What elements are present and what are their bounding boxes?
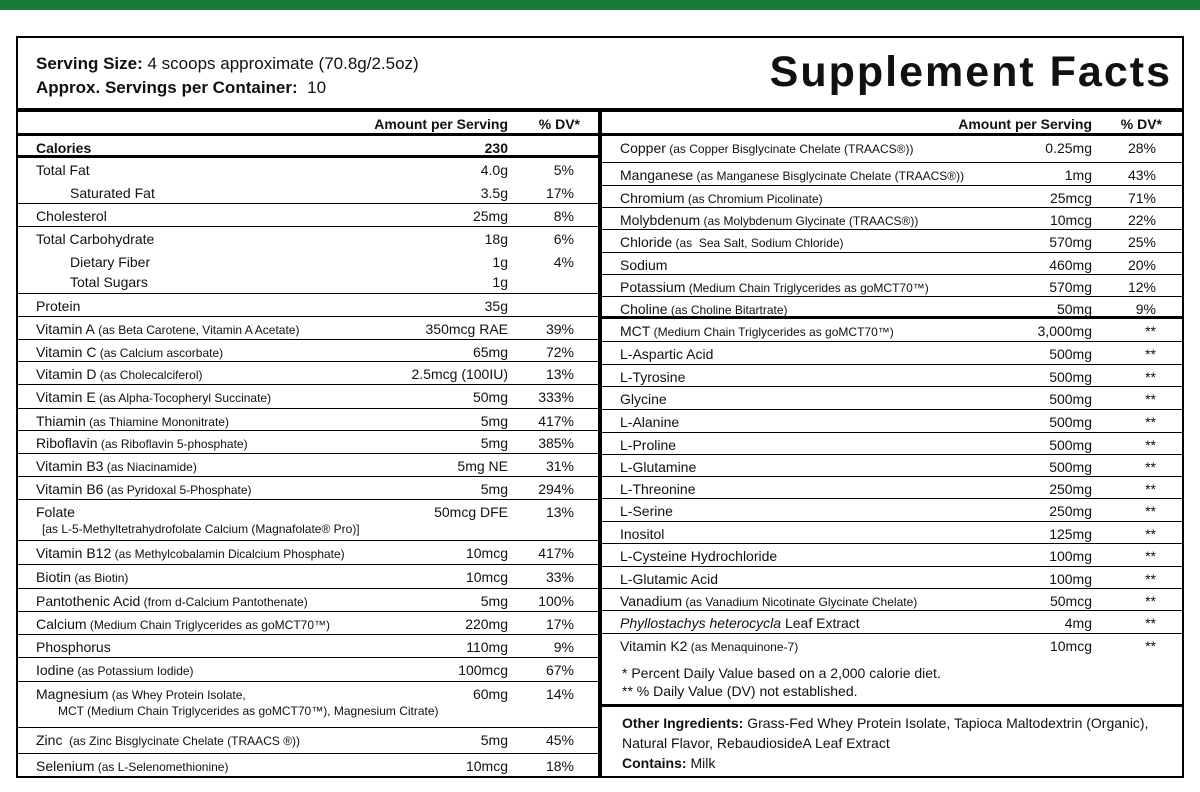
daily-value: ** — [1145, 481, 1156, 497]
daily-value: 9% — [1135, 301, 1156, 317]
contains-text: Milk — [686, 755, 716, 771]
daily-value: 39% — [545, 321, 574, 337]
amount-per-serving: 5mg — [480, 732, 508, 748]
daily-value: ** — [1145, 391, 1156, 407]
nutrient-name — [36, 569, 128, 585]
facts-row — [18, 728, 598, 754]
facts-row — [602, 567, 1182, 589]
footnote-dv: * Percent Daily Value based on a 2,000 calorie diet. — [622, 665, 941, 681]
daily-value: ** — [1145, 414, 1156, 430]
nutrient-name — [70, 254, 150, 270]
facts-row — [602, 319, 1182, 342]
ingredients-label: Other Ingredients: — [622, 715, 744, 731]
nutrient-name — [620, 140, 914, 156]
nutrient-source: (as L-Selenomethionine) — [94, 760, 229, 774]
nutrient-name — [36, 758, 228, 774]
nutrient-label: L-Threonine — [620, 481, 696, 497]
nutrient-label: Choline — [620, 301, 668, 317]
facts-row — [18, 477, 598, 500]
nutrient-source: (as Biotin) — [71, 571, 129, 585]
daily-value: 67% — [545, 662, 574, 678]
nutrient-label: Inositol — [620, 526, 665, 542]
facts-row — [18, 294, 598, 317]
amount-per-serving: 50mg — [1056, 301, 1092, 317]
facts-row — [602, 455, 1182, 477]
amount-per-serving: 250mg — [1049, 503, 1092, 519]
nutrient-label: L-Proline — [620, 437, 677, 453]
daily-value: 25% — [1127, 234, 1156, 250]
daily-value: 294% — [538, 481, 574, 497]
amount-per-serving: 10mcg — [465, 545, 508, 561]
nutrient-label: Dietary Fiber — [70, 254, 151, 270]
amount-per-serving: 25mg — [472, 208, 508, 224]
nutrient-name — [36, 162, 90, 178]
servings-value: 10 — [297, 78, 327, 97]
facts-row — [18, 754, 598, 778]
daily-value: ** — [1145, 503, 1156, 519]
daily-value: ** — [1145, 548, 1156, 564]
amount-per-serving: 50mcg — [1049, 593, 1092, 609]
daily-value: 6% — [553, 231, 574, 247]
facts-row — [18, 409, 598, 431]
facts-row — [602, 589, 1182, 611]
amount-per-serving: 110mg — [466, 639, 508, 655]
amount-header: Amount per Serving — [374, 116, 508, 132]
daily-value: 33% — [545, 569, 574, 585]
nutrient-source-continued: [as L-5-Methyltetrahydrofolate Calcium (Magnafolate® Pro)] — [42, 522, 360, 536]
facts-row — [602, 499, 1182, 522]
nutrient-name — [36, 140, 91, 156]
facts-row — [602, 634, 1182, 657]
amount-per-serving: 1g — [492, 274, 508, 290]
nutrient-label: Total Sugars — [70, 274, 148, 290]
facts-row — [602, 387, 1182, 410]
amount-per-serving: 5mg — [480, 593, 508, 609]
facts-row — [602, 342, 1182, 365]
nutrient-label: Biotin — [36, 569, 72, 585]
serving-info — [36, 52, 419, 100]
amount-per-serving: 1mg — [1064, 167, 1092, 183]
facts-row — [18, 454, 598, 477]
nutrient-source: (as Menaquinone-7) — [687, 640, 799, 654]
nutrient-source: (as Zinc Bisglycinate Chelate (TRAACS ®)) — [62, 734, 301, 748]
facts-row — [602, 611, 1182, 634]
amount-per-serving: 18g — [484, 231, 508, 247]
nutrient-name — [36, 321, 299, 337]
nutrient-source: (as Copper Bisglycinate Chelate (TRAACS®)) — [665, 142, 914, 156]
nutrient-source: (Medium Chain Triglycerides as goMCT70™) — [650, 325, 894, 339]
nutrient-source: Leaf Extract — [781, 615, 860, 631]
top-green-bar — [0, 0, 1200, 10]
nutrient-source: (from d-Calcium Pantothenate) — [140, 595, 308, 609]
daily-value: ** — [1145, 593, 1156, 609]
daily-value: 71% — [1127, 190, 1156, 206]
amount-per-serving: 10mcg — [1049, 638, 1092, 654]
amount-per-serving: 220mg — [465, 616, 508, 632]
nutrient-name — [620, 234, 844, 250]
left-facts-table — [18, 112, 598, 778]
facts-row — [18, 181, 598, 204]
nutrient-label: Copper — [620, 140, 666, 156]
facts-row — [18, 158, 598, 181]
nutrient-name — [620, 548, 777, 564]
facts-row — [602, 163, 1182, 186]
facts-row — [602, 136, 1182, 163]
daily-value: 4% — [553, 254, 574, 270]
nutrient-name — [36, 344, 223, 360]
nutrient-label: Zinc — [36, 732, 63, 748]
nutrient-label: Thiamin — [36, 413, 86, 429]
nutrient-label: Selenium — [36, 758, 95, 774]
amount-per-serving: 500mg — [1049, 391, 1092, 407]
facts-row — [602, 433, 1182, 455]
nutrient-label: MCT — [620, 323, 651, 339]
daily-value: 9% — [553, 639, 574, 655]
amount-per-serving: 10mcg — [465, 758, 508, 774]
facts-row — [602, 522, 1182, 544]
amount-per-serving: 50mg — [472, 389, 508, 405]
right-table-header — [602, 112, 1182, 136]
amount-header: Amount per Serving — [958, 116, 1092, 132]
nutrient-source: (as Methylcobalamin Dicalcium Phosphate) — [111, 547, 345, 561]
amount-per-serving: 570mg — [1049, 234, 1092, 250]
nutrient-label: L-Tyrosine — [620, 369, 686, 385]
nutrient-name — [620, 459, 696, 475]
daily-value: 18% — [545, 758, 574, 774]
nutrient-source: (Medium Chain Triglycerides as goMCT70™) — [685, 281, 929, 295]
nutrient-label: Iodine — [36, 662, 75, 678]
facts-row — [18, 250, 598, 270]
serving-size-value: 4 scoops approximate (70.8g/2.5oz) — [142, 54, 419, 73]
nutrient-name — [620, 279, 929, 295]
left-table-header — [18, 112, 598, 136]
amount-per-serving: 10mcg — [1049, 212, 1092, 228]
nutrient-name — [36, 662, 194, 678]
nutrient-name — [620, 212, 918, 228]
facts-row — [18, 136, 598, 158]
nutrient-label: Calories — [36, 140, 92, 156]
serving-size-label: Serving Size: — [36, 54, 143, 73]
nutrient-label: Vitamin K2 — [620, 638, 688, 654]
nutrient-label: Vitamin D — [36, 366, 97, 382]
nutrient-name — [36, 686, 246, 702]
amount-per-serving: 500mg — [1049, 369, 1092, 385]
amount-per-serving: 0.25mg — [1045, 140, 1092, 156]
facts-row — [18, 682, 598, 728]
amount-per-serving: 100mg — [1049, 548, 1092, 564]
facts-row — [18, 204, 598, 227]
facts-row — [18, 565, 598, 589]
nutrient-label: Glycine — [620, 391, 667, 407]
nutrient-name — [36, 616, 330, 632]
daily-value: 14% — [545, 686, 574, 702]
daily-value: 17% — [545, 616, 574, 632]
amount-per-serving: 125mg — [1049, 526, 1092, 542]
facts-row — [18, 362, 598, 385]
nutrient-name — [620, 615, 860, 631]
nutrient-label: Manganese — [620, 167, 694, 183]
nutrient-name — [620, 346, 713, 362]
daily-value: 45% — [545, 732, 574, 748]
contains-label: Contains: — [622, 755, 687, 771]
nutrient-source: (as Pyridoxal 5-Phosphate) — [103, 483, 252, 497]
facts-row — [18, 385, 598, 409]
ingredients-text: Grass-Fed Whey Protein Isolate, Tapioca Maltodextrin (Organic), Natural Flavor, RebaudiosideA Leaf Extract — [622, 715, 1149, 751]
nutrient-name — [36, 458, 197, 474]
nutrient-name — [36, 366, 202, 382]
facts-row — [602, 297, 1182, 319]
nutrient-name — [620, 257, 667, 273]
nutrient-name — [620, 571, 718, 587]
facts-row — [18, 658, 598, 682]
facts-row — [18, 317, 598, 340]
nutrient-source: (as Vanadium Nicotinate Glycinate Chelate) — [682, 595, 918, 609]
nutrient-label: L-Aspartic Acid — [620, 346, 714, 362]
nutrient-source: (as Molybdenum Glycinate (TRAACS®)) — [700, 214, 919, 228]
nutrient-source: (as Chromium Picolinate) — [684, 192, 823, 206]
nutrient-name — [36, 732, 300, 748]
daily-value: 5% — [553, 162, 574, 178]
daily-value: 417% — [538, 413, 574, 429]
nutrient-label: Potassium — [620, 279, 686, 295]
amount-per-serving: 500mg — [1049, 414, 1092, 430]
facts-row — [602, 253, 1182, 275]
nutrient-label: Vitamin A — [36, 321, 95, 337]
servings-label: Approx. Servings per Container: — [36, 78, 298, 97]
daily-value: ** — [1145, 323, 1156, 339]
nutrient-label: L-Cysteine Hydrochloride — [620, 548, 778, 564]
nutrient-label: L-Alanine — [620, 414, 680, 430]
nutrient-name — [36, 481, 252, 497]
amount-per-serving: 35g — [484, 298, 508, 314]
daily-value: 333% — [538, 389, 574, 405]
daily-value: 12% — [1127, 279, 1156, 295]
facts-row — [602, 410, 1182, 433]
daily-value: 31% — [545, 458, 574, 474]
nutrient-label: L-Serine — [620, 503, 673, 519]
facts-row — [18, 541, 598, 565]
facts-row — [602, 186, 1182, 208]
facts-row — [18, 635, 598, 658]
nutrient-source: (as Calcium ascorbate) — [96, 346, 224, 360]
daily-value: 385% — [538, 435, 574, 451]
amount-per-serving: 500mg — [1049, 459, 1092, 475]
nutrient-source: (as Potassium Iodide) — [74, 664, 194, 678]
nutrient-name — [620, 481, 696, 497]
facts-row — [18, 612, 598, 635]
nutrient-label: Calcium — [36, 616, 87, 632]
amount-per-serving: 65mg — [472, 344, 508, 360]
dv-header: % DV* — [538, 116, 580, 132]
amount-per-serving: 250mg — [1049, 481, 1092, 497]
nutrient-name — [620, 593, 917, 609]
daily-value: ** — [1145, 459, 1156, 475]
nutrient-name — [620, 437, 676, 453]
amount-per-serving: 10mcg — [465, 569, 508, 585]
amount-per-serving: 25mcg — [1049, 190, 1092, 206]
nutrient-source: (as Niacinamide) — [103, 460, 197, 474]
amount-per-serving: 50mcg DFE — [434, 504, 508, 520]
daily-value: ** — [1145, 615, 1156, 631]
nutrient-name — [36, 298, 80, 314]
daily-value: ** — [1145, 369, 1156, 385]
nutrient-name — [620, 503, 673, 519]
nutrient-label: Phyllostachys heterocycla — [620, 615, 782, 631]
nutrient-label: Vitamin B6 — [36, 481, 104, 497]
nutrient-name — [620, 638, 798, 654]
amount-per-serving: 2.5mcg (100IU) — [411, 366, 508, 382]
facts-row — [18, 227, 598, 250]
nutrient-source-continued: MCT (Medium Chain Triglycerides as goMCT70™), Magnesium Citrate) — [58, 704, 439, 718]
page-title: Supplement Facts — [769, 48, 1172, 96]
nutrient-label: Vitamin B12 — [36, 545, 112, 561]
nutrient-label: Total Carbohydrate — [36, 231, 155, 247]
nutrient-label: Pantothenic Acid — [36, 593, 141, 609]
amount-per-serving: 100mcg — [458, 662, 508, 678]
amount-per-serving: 5mg — [480, 435, 508, 451]
nutrient-name — [620, 391, 667, 407]
dv-header: % DV* — [1120, 116, 1162, 132]
amount-per-serving: 500mg — [1049, 346, 1092, 362]
nutrient-source: (as Riboflavin 5-phosphate) — [97, 437, 248, 451]
nutrient-source: (as Alpha-Tocopheryl Succinate) — [95, 391, 272, 405]
amount-per-serving: 1g — [492, 254, 508, 270]
nutrient-label: Folate — [36, 504, 75, 520]
daily-value: ** — [1145, 346, 1156, 362]
nutrient-label: L-Glutamic Acid — [620, 571, 719, 587]
nutrient-name — [36, 389, 271, 405]
nutrient-label: Molybdenum — [620, 212, 701, 228]
amount-per-serving: 5mg NE — [457, 458, 508, 474]
nutrient-label: Vanadium — [620, 593, 683, 609]
amount-per-serving: 230 — [484, 140, 508, 156]
daily-value: ** — [1145, 437, 1156, 453]
other-ingredients — [602, 704, 1182, 773]
amount-per-serving: 3.5g — [480, 185, 508, 201]
daily-value: 13% — [545, 366, 574, 382]
facts-row — [602, 544, 1182, 567]
facts-row — [602, 365, 1182, 387]
footnotes — [622, 664, 941, 700]
nutrient-source: (as Sea Salt, Sodium Chloride) — [672, 236, 844, 250]
daily-value: 22% — [1127, 212, 1156, 228]
daily-value: ** — [1145, 526, 1156, 542]
nutrient-label: Sodium — [620, 257, 668, 273]
nutrient-label: Chloride — [620, 234, 673, 250]
facts-row — [18, 340, 598, 362]
facts-row — [18, 500, 598, 541]
nutrient-name — [36, 593, 308, 609]
right-facts-table — [602, 112, 1182, 657]
nutrient-name — [36, 545, 345, 561]
facts-row — [18, 589, 598, 612]
daily-value: 17% — [545, 185, 574, 201]
nutrient-label: Chromium — [620, 190, 685, 206]
amount-per-serving: 350mcg RAE — [425, 321, 508, 337]
daily-value: 72% — [545, 344, 574, 360]
facts-row — [18, 270, 598, 294]
nutrient-label: Vitamin C — [36, 344, 97, 360]
nutrient-name — [36, 504, 75, 520]
nutrient-name — [620, 167, 964, 183]
facts-row — [602, 477, 1182, 499]
facts-row — [602, 208, 1182, 230]
amount-per-serving: 60mg — [472, 686, 508, 702]
daily-value: 43% — [1127, 167, 1156, 183]
amount-per-serving: 500mg — [1049, 437, 1092, 453]
nutrient-label: Vitamin E — [36, 389, 96, 405]
nutrient-name — [70, 274, 148, 290]
daily-value: 100% — [538, 593, 574, 609]
nutrient-source: (as Cholecalciferol) — [96, 368, 203, 382]
nutrient-name — [36, 231, 154, 247]
daily-value: 13% — [545, 504, 574, 520]
nutrient-name — [36, 208, 107, 224]
nutrient-name — [620, 301, 788, 317]
amount-per-serving: 5mg — [480, 413, 508, 429]
nutrient-source: (as Beta Carotene, Vitamin A Acetate) — [94, 323, 300, 337]
amount-per-serving: 3,000mg — [1037, 323, 1092, 339]
nutrient-name — [620, 323, 894, 339]
amount-per-serving: 100mg — [1049, 571, 1092, 587]
daily-value: ** — [1145, 571, 1156, 587]
nutrient-name — [36, 413, 229, 429]
amount-per-serving: 4.0g — [480, 162, 508, 178]
daily-value: 417% — [538, 545, 574, 561]
daily-value: 28% — [1127, 140, 1156, 156]
nutrient-name — [70, 185, 155, 201]
nutrient-source: (as Whey Protein Isolate, — [108, 688, 246, 702]
nutrient-name — [620, 526, 664, 542]
nutrient-name — [620, 190, 823, 206]
nutrient-label: Riboflavin — [36, 435, 98, 451]
amount-per-serving: 570mg — [1049, 279, 1092, 295]
nutrient-name — [36, 435, 248, 451]
nutrient-label: Magnesium — [36, 686, 109, 702]
amount-per-serving: 460mg — [1049, 257, 1092, 273]
nutrient-name — [620, 414, 679, 430]
nutrient-label: Cholesterol — [36, 208, 107, 224]
nutrient-name — [620, 369, 685, 385]
nutrient-source: (as Choline Bitartrate) — [667, 303, 788, 317]
amount-per-serving: 5mg — [480, 481, 508, 497]
nutrient-name — [36, 639, 111, 655]
daily-value: 8% — [553, 208, 574, 224]
facts-row — [602, 275, 1182, 297]
nutrient-source: (as Manganese Bisglycinate Chelate (TRAACS®)) — [693, 169, 965, 183]
nutrient-label: L-Glutamine — [620, 459, 697, 475]
footnote-not-established: ** % Daily Value (DV) not established. — [622, 683, 858, 699]
nutrient-label: Saturated Fat — [70, 185, 155, 201]
daily-value: 20% — [1127, 257, 1156, 273]
nutrient-label: Total Fat — [36, 162, 90, 178]
nutrient-label: Vitamin B3 — [36, 458, 104, 474]
daily-value: ** — [1145, 638, 1156, 654]
nutrient-label: Phosphorus — [36, 639, 111, 655]
nutrient-source: (Medium Chain Triglycerides as goMCT70™) — [86, 618, 330, 632]
nutrient-label: Protein — [36, 298, 81, 314]
facts-row — [602, 230, 1182, 253]
facts-row — [18, 431, 598, 454]
amount-per-serving: 4mg — [1064, 615, 1092, 631]
nutrient-source: (as Thiamine Mononitrate) — [85, 415, 229, 429]
